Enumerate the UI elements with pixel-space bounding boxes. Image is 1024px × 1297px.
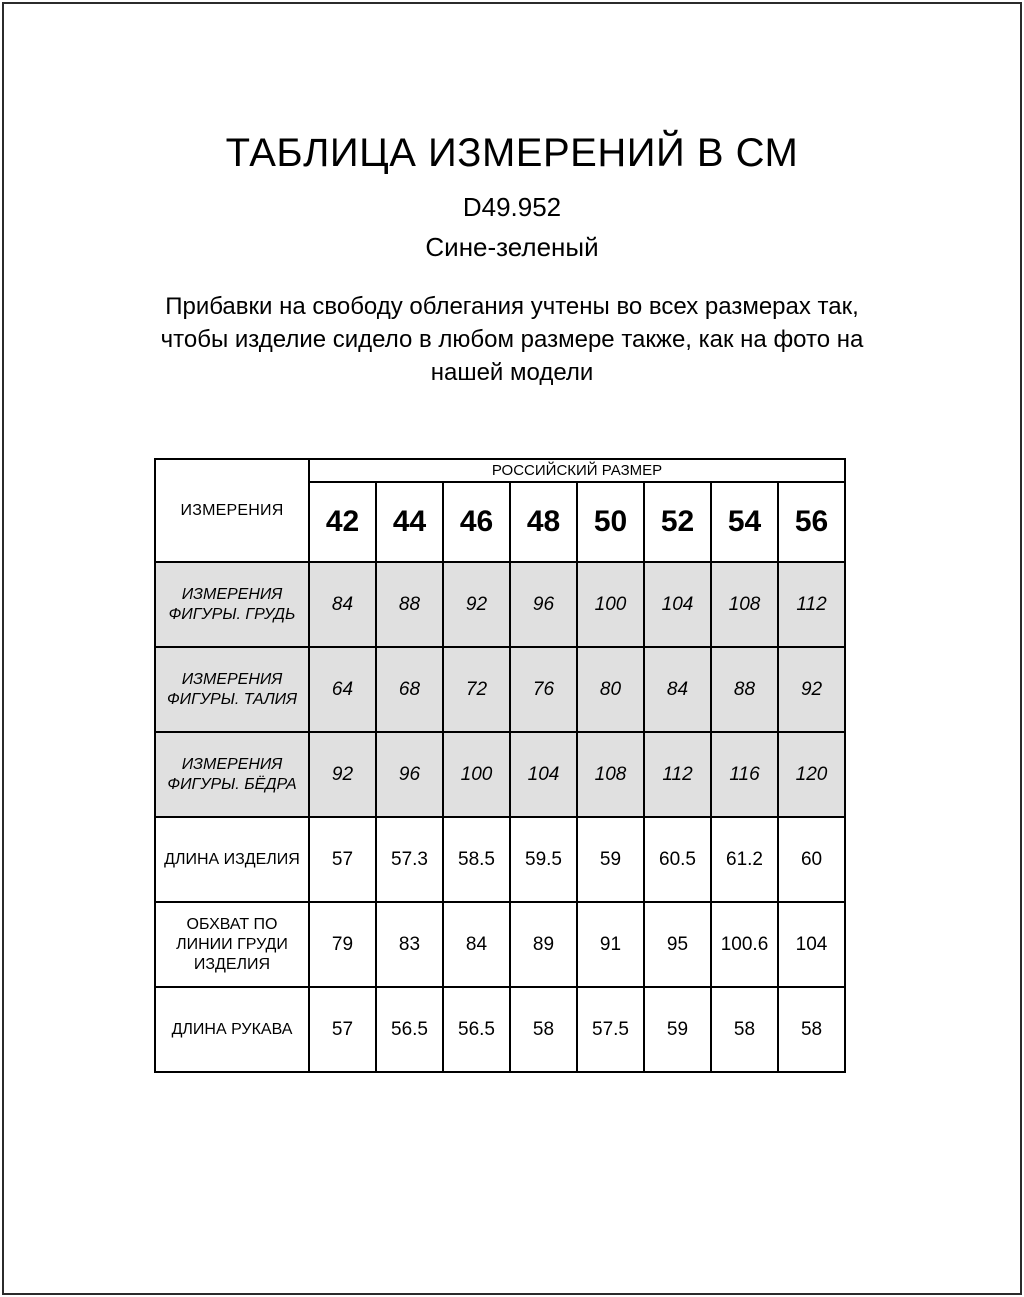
table-cell: 84: [443, 902, 510, 987]
table-cell: 92: [309, 732, 376, 817]
fit-note: [0, 290, 1024, 389]
table-cell: 112: [778, 562, 845, 647]
size-col-header: 42: [309, 482, 376, 562]
table-cell: 59: [577, 817, 644, 902]
fit-note-line: чтобы изделие сидело в любом размере также, как на фото на: [160, 326, 864, 353]
size-table-container: [154, 458, 1024, 1073]
table-cell: 61.2: [711, 817, 778, 902]
fit-note-line: нашей модели: [430, 359, 594, 386]
row-label: ИЗМЕРЕНИЯ ФИГУРЫ. ТАЛИЯ: [155, 647, 309, 732]
row-label: ДЛИНА РУКАВА: [155, 987, 309, 1072]
row-label: ИЗМЕРЕНИЯ ФИГУРЫ. БЁДРА: [155, 732, 309, 817]
table-cell: 76: [510, 647, 577, 732]
size-group-header-row: [155, 459, 845, 482]
table-row-chest: [155, 562, 845, 647]
table-cell: 104: [510, 732, 577, 817]
table-cell: 96: [376, 732, 443, 817]
table-cell: 72: [443, 647, 510, 732]
size-col-header: 54: [711, 482, 778, 562]
table-cell: 64: [309, 647, 376, 732]
row-label: ОБХВАТ ПО ЛИНИИ ГРУДИ ИЗДЕЛИЯ: [155, 902, 309, 987]
table-cell: 83: [376, 902, 443, 987]
table-row-chest-girth-item: [155, 902, 845, 987]
color-name: Сине-зеленый: [425, 232, 599, 262]
table-cell: 100.6: [711, 902, 778, 987]
document-header: [0, 0, 1024, 389]
size-col-header: 56: [778, 482, 845, 562]
table-cell: 59.5: [510, 817, 577, 902]
table-cell: 88: [711, 647, 778, 732]
table-cell: 58: [711, 987, 778, 1072]
size-col-header: 44: [376, 482, 443, 562]
table-cell: 84: [644, 647, 711, 732]
table-cell: 104: [778, 902, 845, 987]
measurements-table: [154, 458, 846, 1073]
table-row-waist: [155, 647, 845, 732]
table-cell: 56.5: [376, 987, 443, 1072]
table-cell: 58: [510, 987, 577, 1072]
table-cell: 100: [443, 732, 510, 817]
table-cell: 116: [711, 732, 778, 817]
model-code: D49.952: [462, 192, 562, 222]
table-cell: 60: [778, 817, 845, 902]
table-cell: 108: [711, 562, 778, 647]
table-cell: 56.5: [443, 987, 510, 1072]
table-cell: 58.5: [443, 817, 510, 902]
measurements-corner-cell: ИЗМЕРЕНИЯ: [155, 459, 309, 562]
table-row-hips: [155, 732, 845, 817]
table-cell: 112: [644, 732, 711, 817]
size-col-header: 48: [510, 482, 577, 562]
table-cell: 79: [309, 902, 376, 987]
fit-note-line: Прибавки на свободу облегания учтены во всех размерах так,: [165, 293, 859, 320]
table-cell: 57: [309, 817, 376, 902]
table-cell: 58: [778, 987, 845, 1072]
table-cell: 100: [577, 562, 644, 647]
table-cell: 60.5: [644, 817, 711, 902]
table-cell: 89: [510, 902, 577, 987]
table-row-sleeve-length: [155, 987, 845, 1072]
table-cell: 96: [510, 562, 577, 647]
table-cell: 80: [577, 647, 644, 732]
table-cell: 84: [309, 562, 376, 647]
size-col-header: 46: [443, 482, 510, 562]
size-col-header: 50: [577, 482, 644, 562]
table-cell: 95: [644, 902, 711, 987]
table-cell: 57.3: [376, 817, 443, 902]
table-cell: 88: [376, 562, 443, 647]
table-cell: 92: [778, 647, 845, 732]
table-cell: 91: [577, 902, 644, 987]
row-label: ДЛИНА ИЗДЕЛИЯ: [155, 817, 309, 902]
table-cell: 68: [376, 647, 443, 732]
size-col-header: 52: [644, 482, 711, 562]
table-cell: 108: [577, 732, 644, 817]
table-cell: 104: [644, 562, 711, 647]
table-row-item-length: [155, 817, 845, 902]
table-cell: 57: [309, 987, 376, 1072]
table-cell: 120: [778, 732, 845, 817]
table-cell: 59: [644, 987, 711, 1072]
page-title: ТАБЛИЦА ИЗМЕРЕНИЙ В СМ: [225, 131, 799, 175]
russian-size-header-cell: РОССИЙСКИЙ РАЗМЕР: [309, 459, 845, 482]
table-cell: 57.5: [577, 987, 644, 1072]
table-cell: 92: [443, 562, 510, 647]
row-label: ИЗМЕРЕНИЯ ФИГУРЫ. ГРУДЬ: [155, 562, 309, 647]
